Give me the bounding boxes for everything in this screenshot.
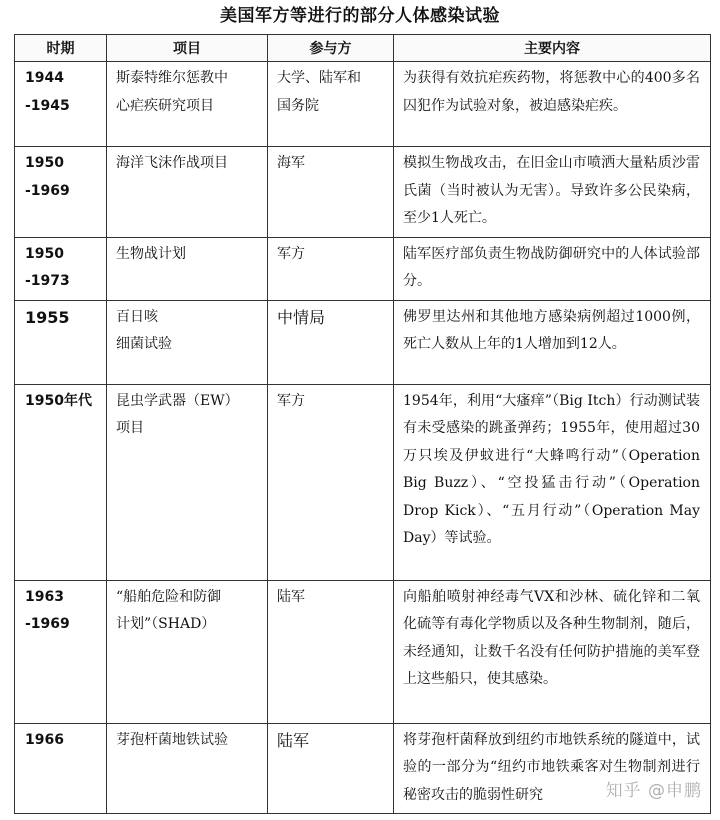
cell-content: 向船舶喷射神经毒气VX和沙林、硫化锌和二氧化硫等有毒化学物质以及各种生物制剂，随后，未经通知，让数千名没有任何防护措施的美军登上这些船只，使其感染。 xyxy=(394,580,711,723)
cell-content: 模拟生物战攻击，在旧金山市喷洒大量粘质沙雷氏菌（当时被认为无害）。导致许多公民染病，至少1人死亡。 xyxy=(394,147,711,238)
cell-party: 陆军 xyxy=(268,723,394,814)
cell-period: 1950 -1969 xyxy=(15,147,107,238)
cell-period: 1955 xyxy=(15,300,107,384)
cell-party: 陆军 xyxy=(268,580,394,723)
cell-period: 1944 -1945 xyxy=(15,62,107,147)
header-period: 时期 xyxy=(15,35,107,62)
cell-content: 1954年，利用“大瘙痒”（Big Itch）行动测试装有未受感染的跳蚤弹药；1955年，使用超过30万只埃及伊蚊进行“大蜂鸣行动”（Operation Big Buzz）、“空投猛击行动”（Operation Drop Kick）、“五月行动”（Operation May Day）等试验。 xyxy=(394,384,711,580)
header-project: 项目 xyxy=(107,35,268,62)
cell-party: 军方 xyxy=(268,237,394,300)
cell-project: “船舶危险和防御 计划”（SHAD） xyxy=(107,580,268,723)
table-row xyxy=(15,62,711,147)
cell-party: 军方 xyxy=(268,384,394,580)
table-row xyxy=(15,300,711,384)
header-content: 主要内容 xyxy=(394,35,711,62)
cell-project: 斯泰特维尔惩教中 心疟疾研究项目 xyxy=(107,62,268,147)
cell-party: 中情局 xyxy=(268,300,394,384)
table-header-row xyxy=(15,35,711,62)
cell-project: 海洋飞沫作战项目 xyxy=(107,147,268,238)
table-row xyxy=(15,580,711,723)
cell-period: 1950 -1973 xyxy=(15,237,107,300)
cell-party: 海军 xyxy=(268,147,394,238)
cell-project: 芽孢杆菌地铁试验 xyxy=(107,723,268,814)
header-party: 参与方 xyxy=(268,35,394,62)
watermark: 知乎 @申鹏 xyxy=(605,781,702,801)
cell-party: 大学、陆军和 国务院 xyxy=(268,62,394,147)
cell-period: 1963 -1969 xyxy=(15,580,107,723)
cell-content: 佛罗里达州和其他地方感染病例超过1000例，死亡人数从上年的1人增加到12人。 xyxy=(394,300,711,384)
cell-period: 1966 xyxy=(15,723,107,814)
cell-content: 陆军医疗部负责生物战防御研究中的人体试验部分。 xyxy=(394,237,711,300)
table-row xyxy=(15,147,711,238)
cell-content: 将芽孢杆菌释放到纽约市地铁系统的隧道中，试验的一部分为“纽约市地铁乘客对生物制剂进行秘密攻击的脆弱性研究 xyxy=(394,723,711,814)
table-row xyxy=(15,384,711,580)
cell-content: 为获得有效抗疟疾药物，将惩教中心的400多名囚犯作为试验对象，被迫感染疟疾。 xyxy=(394,62,711,147)
cell-period: 1950年代 xyxy=(15,384,107,580)
table-title: 美国军方等进行的部分人体感染试验 xyxy=(220,6,500,26)
cell-project: 昆虫学武器（EW） 项目 xyxy=(107,384,268,580)
cell-project: 百日咳 细菌试验 xyxy=(107,300,268,384)
experiments-table xyxy=(14,34,711,814)
cell-project: 生物战计划 xyxy=(107,237,268,300)
table-row xyxy=(15,237,711,300)
